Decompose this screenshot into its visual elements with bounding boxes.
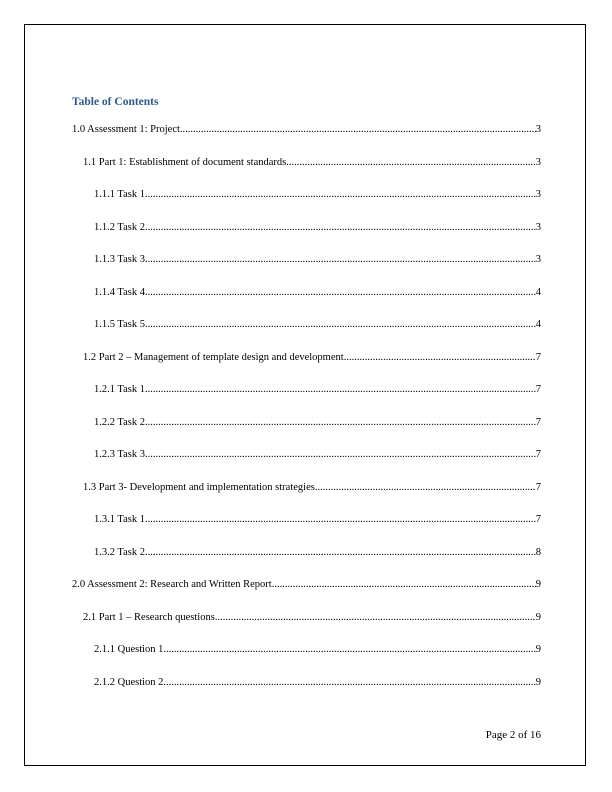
toc-dot-leader (145, 189, 536, 201)
toc-entry-text: 1.1.3 Task 3 (94, 254, 145, 265)
toc-entry[interactable] (83, 612, 541, 624)
toc-entry-page-number: 8 (535, 546, 541, 558)
toc-entry-page-number: 3 (535, 156, 541, 168)
toc-dot-leader (163, 677, 535, 689)
toc-title: Table of Contents (72, 96, 159, 108)
toc-entry-page-number: 3 (535, 254, 541, 265)
toc-entry-page-number: 7 (535, 481, 541, 493)
toc-dot-leader (145, 417, 536, 429)
page-number-footer: Page 2 of 16 (485, 729, 541, 741)
toc-entry-page-number: 3 (535, 221, 541, 233)
toc-entry-text: 1.3 Part 3- Development and implementation strategies (83, 481, 315, 493)
toc-entry-text: 1.1 Part 1: Establishment of document standards (83, 156, 287, 168)
toc-dot-leader (145, 547, 536, 559)
toc-entry[interactable] (83, 157, 541, 169)
toc-entry[interactable] (83, 352, 541, 364)
toc-entry-page-number: 9 (535, 676, 541, 688)
toc-entry-text: 1.3.2 Task 2 (94, 546, 145, 558)
toc-entry-text: 1.3.1 Task 1 (94, 514, 145, 525)
toc-dot-leader (145, 319, 536, 331)
toc-entry-text: 1.2.1 Task 1 (94, 384, 145, 395)
toc-entry[interactable] (72, 579, 541, 591)
toc-dot-leader (145, 514, 536, 526)
toc-entry-page-number: 9 (535, 579, 541, 590)
toc-entry-page-number: 3 (535, 189, 541, 200)
toc-entry[interactable] (94, 222, 541, 234)
toc-entry-text: 1.2.2 Task 2 (94, 416, 145, 428)
toc-entry[interactable] (94, 677, 541, 689)
toc-dot-leader (315, 482, 536, 494)
toc-entry-text: 2.1.2 Question 2 (94, 676, 164, 688)
toc-entry-text: 1.1.1 Task 1 (94, 189, 145, 200)
toc-entry[interactable] (72, 124, 541, 136)
toc-entry[interactable] (94, 384, 541, 396)
toc-dot-leader (272, 579, 536, 591)
toc-entry-text: 1.1.5 Task 5 (94, 319, 145, 330)
toc-entry-page-number: 7 (535, 514, 541, 525)
toc-entry[interactable] (94, 644, 541, 656)
toc-entry-text: 1.1.2 Task 2 (94, 221, 145, 233)
toc-entry-page-number: 4 (535, 286, 541, 298)
toc-dot-leader (145, 287, 536, 299)
toc-entry-text: 2.1.1 Question 1 (94, 644, 164, 655)
toc-entry-text: 1.1.4 Task 4 (94, 286, 145, 298)
toc-entry[interactable] (94, 319, 541, 331)
toc-entry[interactable] (94, 254, 541, 266)
toc-dot-leader (215, 612, 536, 624)
toc-entry[interactable] (94, 514, 541, 526)
toc-dot-leader (145, 222, 536, 234)
toc-dot-leader (145, 449, 536, 461)
toc-entry[interactable] (83, 482, 541, 494)
toc-entry-text: 2.0 Assessment 2: Research and Written Report (72, 579, 272, 590)
toc-entry[interactable] (94, 547, 541, 559)
toc-entry-page-number: 7 (535, 416, 541, 428)
toc-dot-leader (180, 124, 536, 136)
toc-dot-leader (286, 157, 535, 169)
toc-dot-leader (145, 384, 536, 396)
toc-entry-page-number: 7 (535, 384, 541, 395)
toc-entry-page-number: 3 (535, 124, 541, 135)
toc-entry-page-number: 7 (535, 351, 541, 363)
toc-entry-page-number: 7 (535, 449, 541, 460)
toc-entry-text: 1.2 Part 2 – Management of template design and development (83, 351, 344, 363)
toc-dot-leader (344, 352, 536, 364)
toc-entry-text: 1.2.3 Task 3 (94, 449, 145, 460)
toc-entry[interactable] (94, 449, 541, 461)
toc-entry-page-number: 9 (535, 644, 541, 655)
toc-dot-leader (145, 254, 536, 266)
toc-entry-page-number: 4 (535, 319, 541, 330)
toc-entry-text: 2.1 Part 1 – Research questions (83, 611, 215, 623)
toc-dot-leader (163, 644, 535, 656)
toc-entry-text: 1.0 Assessment 1: Project (72, 124, 180, 135)
toc-entry[interactable] (94, 417, 541, 429)
toc-entry[interactable] (94, 189, 541, 201)
toc-entry[interactable] (94, 287, 541, 299)
toc-entry-page-number: 9 (535, 611, 541, 623)
